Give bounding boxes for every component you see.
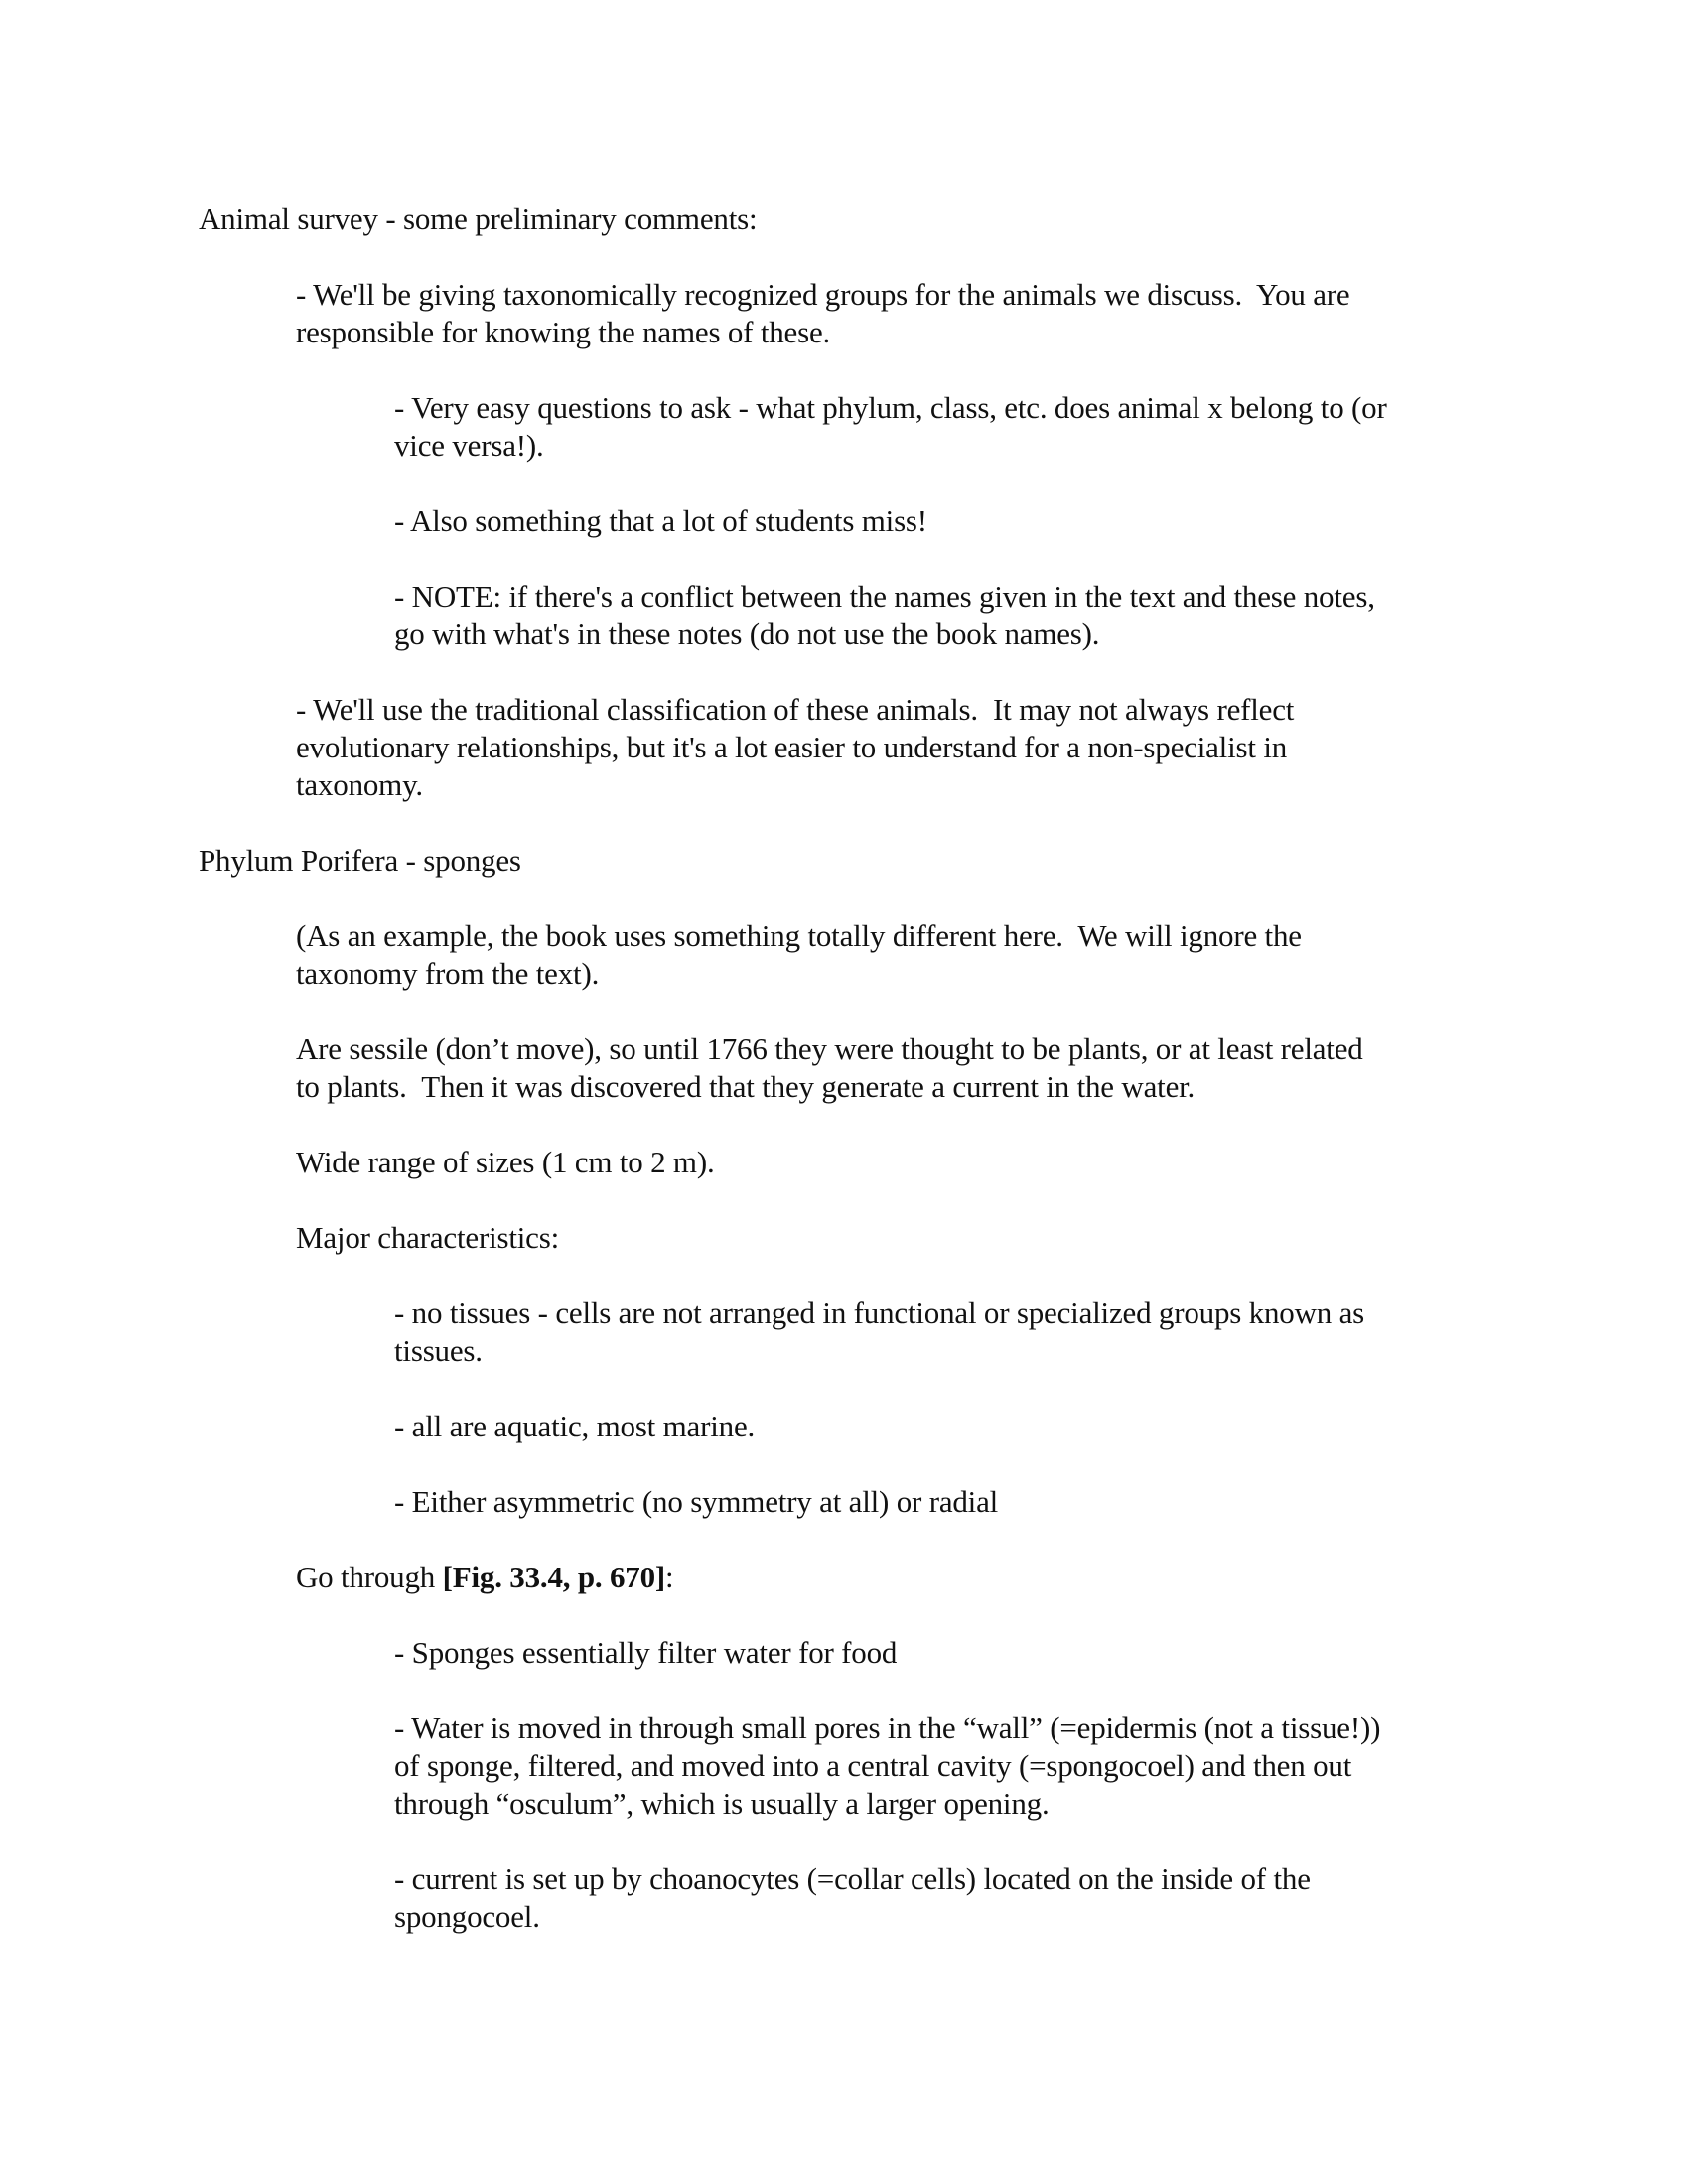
bullet-taxonomic-groups-line-2: responsible for knowing the names of these. (296, 315, 831, 349)
subbullet-no-tissues-line-1: - no tissues - cells are not arranged in functional or specialized groups known as (394, 1296, 1365, 1330)
subbullet-filter-water: - Sponges essentially filter water for food (394, 1635, 898, 1670)
subbullet-students-miss: - Also something that a lot of students miss! (394, 503, 927, 538)
paragraph-go-through-figure (296, 1559, 673, 1596)
subbullet-easy-questions-line-2: vice versa!). (394, 428, 544, 463)
section-heading-porifera: Phylum Porifera - sponges (199, 843, 521, 878)
subbullet-easy-questions-line-1: - Very easy questions to ask - what phylum, class, etc. does animal x belong to (or (394, 390, 1387, 425)
subbullet-water-movement-line-3: through “osculum”, which is usually a larger opening. (394, 1786, 1050, 1821)
subbullet-note-line-1: - NOTE: if there's a conflict between the names given in the text and these notes, (394, 579, 1375, 614)
subbullet-symmetry: - Either asymmetric (no symmetry at all) or radial (394, 1484, 999, 1519)
subbullet-choanocytes-line-2: spongocoel. (394, 1899, 540, 1934)
paragraph-major-characteristics: Major characteristics: (296, 1220, 560, 1255)
colon-text: : (665, 1560, 674, 1594)
section-heading-animal-survey: Animal survey - some preliminary comments: (199, 202, 758, 236)
paragraph-sessile-line-1: Are sessile (don’t move), so until 1766 they were thought to be plants, or at least related (296, 1031, 1363, 1066)
subbullet-water-movement-line-2: of sponge, filtered, and moved into a central cavity (=spongocoel) and then out (394, 1748, 1352, 1783)
go-through-text: Go through (296, 1560, 443, 1594)
bullet-traditional-classification-line-3: taxonomy. (296, 767, 423, 802)
subbullet-note-line-2: go with what's in these notes (do not use the book names). (394, 616, 1100, 651)
paragraph-sizes: Wide range of sizes (1 cm to 2 m). (296, 1145, 715, 1179)
subbullet-aquatic: - all are aquatic, most marine. (394, 1409, 756, 1443)
figure-reference: [Fig. 33.4, p. 670] (442, 1560, 666, 1594)
paragraph-book-example-line-2: taxonomy from the text). (296, 956, 600, 991)
bullet-taxonomic-groups-line-1: - We'll be giving taxonomically recognized groups for the animals we discuss. You are (296, 277, 1350, 312)
subbullet-water-movement-line-1: - Water is moved in through small pores in the “wall” (=epidermis (not a tissue!)) (394, 1710, 1381, 1745)
subbullet-no-tissues-line-2: tissues. (394, 1333, 483, 1368)
paragraph-book-example-line-1: (As an example, the book uses something totally different here. We will ignore the (296, 918, 1302, 953)
paragraph-sessile-line-2: to plants. Then it was discovered that they generate a current in the water. (296, 1069, 1196, 1104)
subbullet-choanocytes-line-1: - current is set up by choanocytes (=collar cells) located on the inside of the (394, 1861, 1311, 1896)
bullet-traditional-classification-line-1: - We'll use the traditional classification of these animals. It may not always reflect (296, 692, 1295, 727)
bullet-traditional-classification-line-2: evolutionary relationships, but it's a lot easier to understand for a non-specialist in (296, 730, 1288, 764)
